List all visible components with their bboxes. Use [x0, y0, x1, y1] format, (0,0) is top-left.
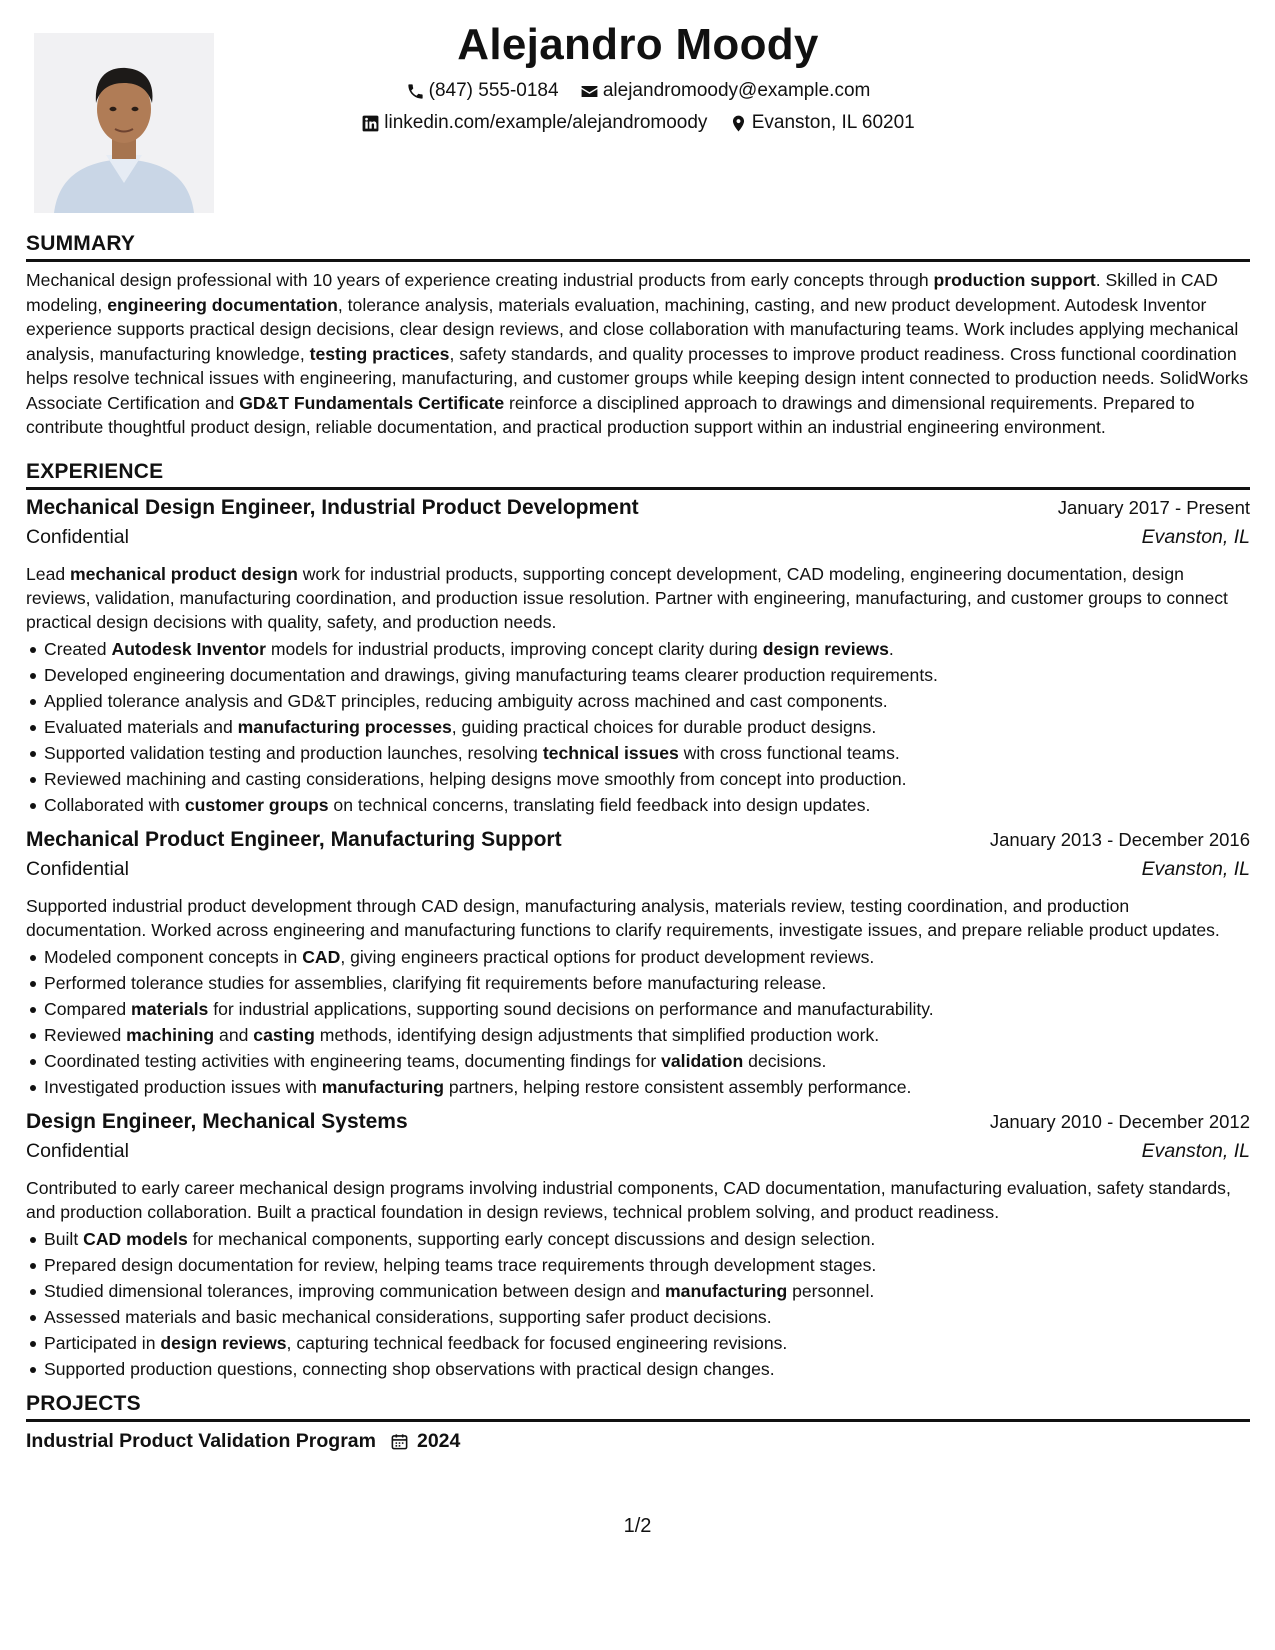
contact-email[interactable]: [580, 80, 870, 102]
job-title: Mechanical Design Engineer, Industrial Product Development: [26, 495, 639, 519]
bold-text-segment: technical issues: [542, 742, 679, 763]
contact-line-primary: [26, 80, 1250, 107]
job-location: Evanston, IL: [1141, 1139, 1250, 1162]
summary-section: [26, 232, 1250, 440]
bold-text-segment: materials: [131, 998, 209, 1019]
bullet-item: [26, 1022, 1250, 1048]
text-segment: partners, helping restore consistent assembly performance.: [443, 1076, 912, 1097]
job-title: Mechanical Product Engineer, Manufacturing Support: [26, 827, 562, 851]
text-segment: Studied dimensional tolerances, improving communication between design and: [44, 1280, 666, 1301]
job-company: Confidential: [26, 857, 129, 880]
contact-location: [729, 112, 915, 134]
text-segment: , safety standards, and quality processes to improve product readiness. Cross functional coordination helps resolve technical issues with engineering, manufacturing, and customer groups while keeping design intent connected to production needs. SolidWorks Associate Certification and: [26, 343, 1249, 413]
text-segment: Assessed materials and basic mechanical considerations, supporting safer product decisions.: [44, 1306, 772, 1327]
text-segment: Lead: [26, 563, 71, 584]
text-segment: Reviewed: [44, 1024, 127, 1045]
project-year: 2024: [416, 1429, 461, 1452]
page-indicator: 1/2: [623, 1515, 652, 1537]
bullet-item: [26, 1304, 1250, 1330]
text-segment: and: [214, 1024, 254, 1045]
bold-text-segment: design reviews: [762, 638, 889, 659]
job-location: Evanston, IL: [1141, 857, 1250, 880]
text-segment: Evaluated materials and: [44, 716, 238, 737]
bullet-item: [26, 1226, 1250, 1252]
bullet-item: [26, 636, 1250, 662]
text-segment: , tolerance analysis, materials evaluation, machining, casting, and new product development. Autodesk Inventor experience supports practical design decisions, clear design reviews, and close collaboration with manufacturing teams. Work includes applying mechanical analysis, manufacturing knowledge,: [26, 294, 1239, 364]
job-entry: [26, 496, 1250, 818]
text-segment: for mechanical components, supporting early concept discussions and design selection.: [187, 1228, 876, 1249]
text-segment: Coordinated testing activities with engineering teams, documenting findings for: [44, 1050, 662, 1071]
bold-text-segment: design reviews: [160, 1332, 287, 1353]
contact-phone: [406, 80, 559, 102]
job-description: [26, 562, 1250, 634]
location-text: Evanston, IL 60201: [751, 112, 915, 133]
bullet-item: [26, 996, 1250, 1022]
map-pin-icon: [729, 114, 748, 133]
job-bullets: [26, 636, 1250, 818]
bold-text-segment: Autodesk Inventor: [111, 638, 266, 659]
text-segment: Contributed to early career mechanical design programs involving industrial components, CAD documentation, manufacturing evaluation, safety standards, and production collaboration. Built a practical foundation in design reviews, technical problem solving, and product readiness.: [26, 1177, 1231, 1222]
bullet-item: [26, 970, 1250, 996]
text-segment: Prepared design documentation for review, helping teams trace requirements through development stages.: [44, 1254, 877, 1275]
bullet-item: [26, 766, 1250, 792]
bullet-item: [26, 714, 1250, 740]
resume-page: [26, 0, 1250, 1453]
text-segment: Investigated production issues with: [44, 1076, 322, 1097]
experience-heading: EXPERIENCE: [26, 460, 1250, 490]
job-dates: January 2010 - December 2012: [989, 1110, 1250, 1132]
text-segment: methods, identifying design adjustments that simplified production work.: [314, 1024, 880, 1045]
bold-text-segment: GD&T Fundamentals Certificate: [239, 392, 505, 413]
email-address[interactable]: alejandromoody@example.com: [602, 80, 871, 101]
bold-text-segment: manufacturing: [665, 1280, 788, 1301]
email-icon: [580, 82, 599, 101]
text-segment: , guiding practical choices for durable product designs.: [451, 716, 877, 737]
bullet-item: [26, 1356, 1250, 1382]
phone-icon: [406, 82, 425, 101]
bullet-item: [26, 1048, 1250, 1074]
text-segment: Created: [44, 638, 112, 659]
job-title: Design Engineer, Mechanical Systems: [26, 1109, 408, 1133]
job-dates: January 2013 - December 2016: [989, 828, 1250, 850]
job-company: Confidential: [26, 525, 129, 548]
summary-text: [26, 268, 1250, 440]
bullet-item: [26, 662, 1250, 688]
bullet-item: [26, 1252, 1250, 1278]
bold-text-segment: engineering documentation: [107, 294, 338, 315]
text-segment: Developed engineering documentation and drawings, giving manufacturing teams clearer production requirements.: [44, 664, 938, 685]
bold-text-segment: CAD models: [83, 1228, 188, 1249]
linkedin-icon: [361, 114, 380, 133]
bullet-item: [26, 1330, 1250, 1356]
text-segment: , capturing technical feedback for focused engineering revisions.: [286, 1332, 788, 1353]
job-company: Confidential: [26, 1139, 129, 1162]
phone-number: (847) 555-0184: [428, 80, 559, 101]
text-segment: models for industrial products, improving concept clarity during: [265, 638, 763, 659]
bold-text-segment: mechanical product design: [70, 563, 298, 584]
job-bullets: [26, 1226, 1250, 1382]
text-segment: . Skilled in CAD modeling,: [26, 270, 1219, 315]
text-segment: Supported validation testing and production launches, resolving: [44, 742, 543, 763]
resume-header: [26, 0, 1250, 232]
bullet-item: [26, 1074, 1250, 1100]
bullet-item: [26, 792, 1250, 818]
job-dates: January 2017 - Present: [1057, 496, 1250, 518]
bold-text-segment: manufacturing processes: [237, 716, 452, 737]
calendar-icon: [390, 1432, 409, 1451]
project-name: Industrial Product Validation Program: [26, 1429, 376, 1452]
job-entry: [26, 1110, 1250, 1382]
bullet-item: [26, 688, 1250, 714]
text-segment: Modeled component concepts in: [44, 946, 303, 967]
text-segment: Supported production questions, connecting shop observations with practical design changes.: [44, 1358, 775, 1379]
text-segment: reinforce a disciplined approach to drawings and dimensional requirements. Prepared to contribute thoughtful product design, reliable documentation, and practical production support within an industrial engineering environment.: [26, 392, 1195, 437]
text-segment: Reviewed machining and casting considerations, helping designs move smoothly from concept into production.: [44, 768, 907, 789]
text-segment: Performed tolerance studies for assemblies, clarifying fit requirements before manufacturing release.: [44, 972, 827, 993]
candidate-name: Alejandro Moody: [457, 20, 819, 69]
bullet-item: [26, 944, 1250, 970]
text-segment: work for industrial products, supporting concept development, CAD modeling, engineering documentation, design reviews, validation, manufacturing coordination, and production issue resolution. Partner with engineering, manufacturing, and customer groups to connect practical design decisions with quality, safety, and production needs.: [26, 563, 1228, 632]
bold-text-segment: production support: [933, 270, 1096, 290]
job-description: [26, 894, 1250, 942]
bold-text-segment: casting: [253, 1024, 315, 1045]
bold-text-segment: CAD: [302, 946, 341, 967]
text-segment: Compared: [44, 998, 132, 1019]
job-description: [26, 1176, 1250, 1224]
experience-section: [26, 460, 1250, 1382]
job-bullets: [26, 944, 1250, 1100]
contact-line-secondary: [26, 112, 1250, 139]
bold-text-segment: validation: [661, 1050, 744, 1071]
text-segment: Built: [44, 1228, 84, 1249]
job-location: Evanston, IL: [1141, 525, 1250, 548]
bullet-item: [26, 1278, 1250, 1304]
linkedin-url[interactable]: linkedin.com/example/alejandromoody: [384, 112, 708, 133]
job-entry: [26, 828, 1250, 1100]
bold-text-segment: machining: [126, 1024, 215, 1045]
summary-heading: SUMMARY: [26, 232, 1250, 262]
text-segment: .: [888, 638, 894, 659]
text-segment: Collaborated with: [44, 794, 185, 815]
text-segment: Mechanical design professional with 10 years of experience creating industrial products from early concepts through: [26, 270, 934, 290]
text-segment: Applied tolerance analysis and GD&T principles, reducing ambiguity across machined and cast components.: [44, 690, 888, 711]
text-segment: with cross functional teams.: [678, 742, 900, 763]
projects-heading: PROJECTS: [26, 1392, 1250, 1422]
projects-section: [26, 1392, 1250, 1453]
text-segment: Participated in: [44, 1332, 161, 1353]
bullet-item: [26, 740, 1250, 766]
bold-text-segment: testing practices: [309, 343, 450, 364]
text-segment: for industrial applications, supporting sound decisions on performance and manufacturability.: [208, 998, 934, 1019]
bold-text-segment: customer groups: [184, 794, 329, 815]
text-segment: decisions.: [743, 1050, 827, 1071]
bold-text-segment: manufacturing: [321, 1076, 444, 1097]
text-segment: on technical concerns, translating field feedback into design updates.: [328, 794, 871, 815]
contact-linkedin[interactable]: [361, 112, 707, 134]
text-segment: personnel.: [787, 1280, 875, 1301]
project-entry: [26, 1430, 1250, 1453]
text-segment: Supported industrial product development through CAD design, manufacturing analysis, materials review, testing coordination, and production documentation. Worked across engineering and manufacturing functions to clarify requirements, investigate issues, and prepare reliable product updates.: [26, 895, 1220, 940]
text-segment: , giving engineers practical options for product development reviews.: [340, 946, 875, 967]
